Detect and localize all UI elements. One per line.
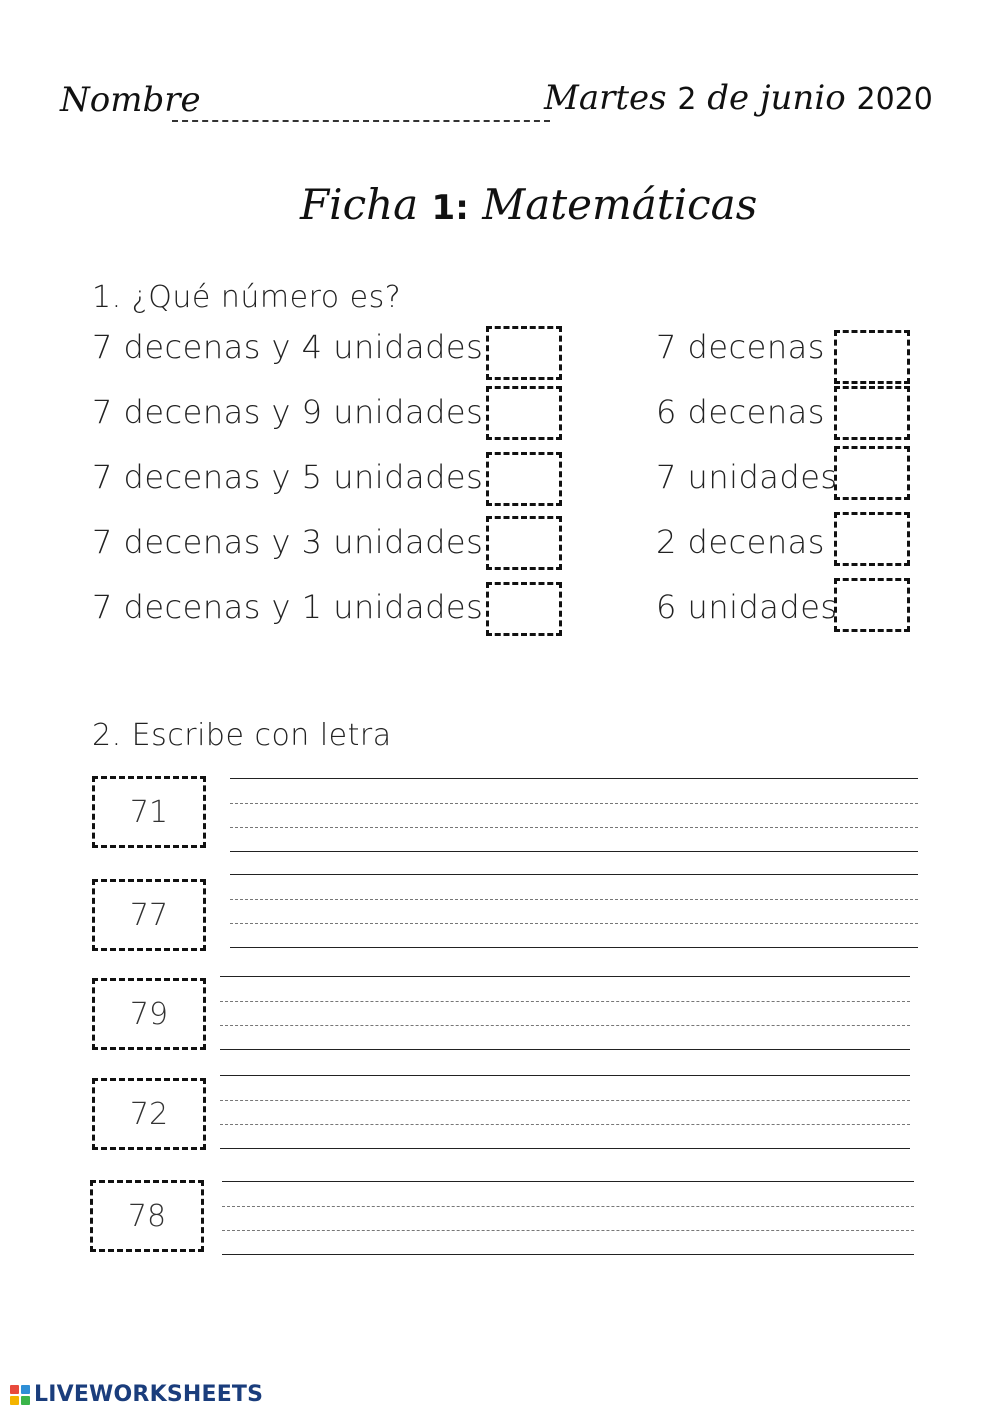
date-line xyxy=(544,78,933,118)
answer-box-right-4[interactable] xyxy=(834,512,910,566)
brand-name: LIVEWORKSHEETS xyxy=(34,1382,264,1407)
date-year: 2020 xyxy=(856,82,933,117)
date-month: de junio xyxy=(707,78,846,118)
section2-heading: 2. Escribe con letra xyxy=(92,718,392,753)
number-box: 79 xyxy=(92,978,206,1050)
answer-box-left-2[interactable] xyxy=(486,386,562,440)
left-item-label: 7 decenas y 3 unidades xyxy=(92,523,484,561)
left-item-label: 7 decenas y 4 unidades xyxy=(92,328,484,366)
answer-box-right-5[interactable] xyxy=(834,578,910,632)
left-item-label: 7 decenas y 9 unidades xyxy=(92,393,484,431)
answer-box-right-2[interactable] xyxy=(834,386,910,440)
footer-brand xyxy=(10,1382,263,1407)
right-item-label: 6 unidades xyxy=(656,588,838,626)
page-title xyxy=(300,180,757,229)
number-box: 71 xyxy=(92,776,206,848)
title-subject: Matemáticas xyxy=(482,180,758,229)
write-answer-input-5[interactable] xyxy=(222,1181,914,1255)
title-number: 1 xyxy=(431,188,456,228)
right-item-label: 7 decenas xyxy=(656,328,825,366)
right-item-label: 6 decenas xyxy=(656,393,825,431)
title-separator: : xyxy=(455,188,469,228)
section1-heading: 1. ¿Qué número es? xyxy=(92,280,402,315)
nombre-line xyxy=(172,120,550,122)
write-answer-input-2[interactable] xyxy=(230,874,918,948)
write-answer-input-1[interactable] xyxy=(230,778,918,852)
answer-box-left-3[interactable] xyxy=(486,452,562,506)
nombre-label: Nombre xyxy=(60,80,201,120)
answer-box-left-4[interactable] xyxy=(486,516,562,570)
number-box: 72 xyxy=(92,1078,206,1150)
left-item-label: 7 decenas y 1 unidades xyxy=(92,588,484,626)
number-box: 78 xyxy=(90,1180,204,1252)
answer-box-left-1[interactable] xyxy=(486,326,562,380)
title-ficha: Ficha xyxy=(300,180,419,229)
date-day-name: Martes xyxy=(544,78,667,118)
write-answer-input-4[interactable] xyxy=(220,1075,910,1149)
left-item-label: 7 decenas y 5 unidades xyxy=(92,458,484,496)
answer-box-right-3[interactable] xyxy=(834,446,910,500)
right-item-label: 7 unidades xyxy=(656,458,838,496)
write-answer-input-3[interactable] xyxy=(220,976,910,1050)
date-day-number: 2 xyxy=(677,82,697,117)
right-item-label: 2 decenas xyxy=(656,523,825,561)
answer-box-right-1[interactable] xyxy=(834,330,910,384)
answer-box-left-5[interactable] xyxy=(486,582,562,636)
number-box: 77 xyxy=(92,879,206,951)
liveworksheets-logo-icon xyxy=(10,1385,30,1405)
